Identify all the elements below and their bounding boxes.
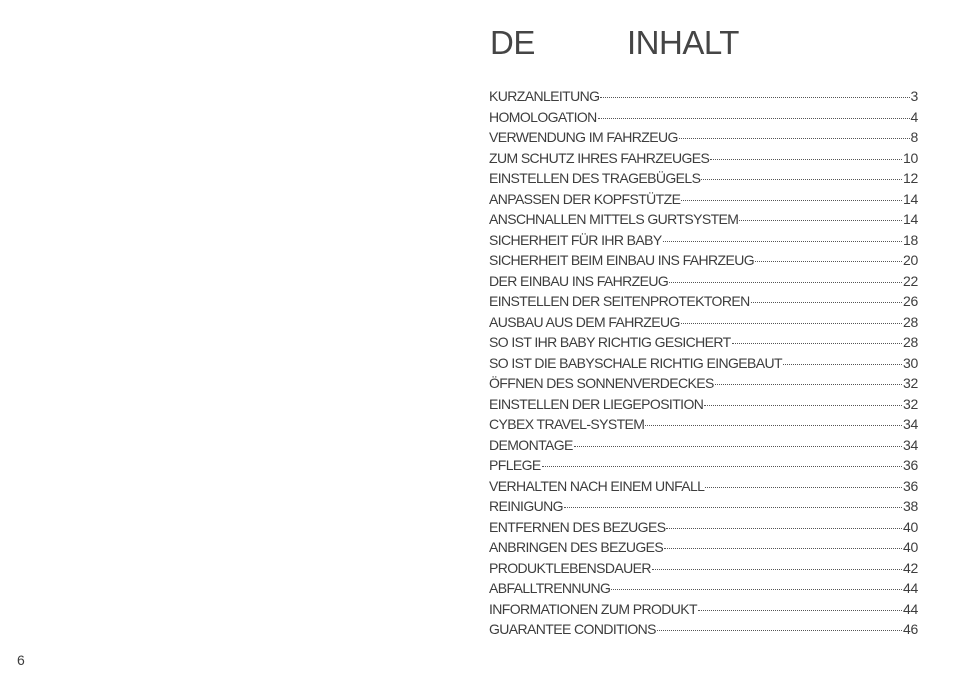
toc-entry-label: SICHERHEIT BEIM EINBAU INS FAHRZEUG [489,252,755,268]
toc-entry-label: ABFALLTRENNUNG [489,580,611,596]
toc-entry-page: 42 [903,559,918,576]
page-number: 6 [17,652,25,668]
toc-entry-page: 18 [903,231,918,248]
toc-entry[interactable] [489,332,918,353]
toc-dot-leader [652,569,902,570]
toc-entry[interactable] [489,148,918,169]
toc-entry-label: SO IST IHR BABY RICHTIG GESICHERT [489,334,731,350]
toc-entry-label: ANPASSEN DER KOPFSTÜTZE [489,190,681,207]
toc-entry[interactable] [489,127,918,148]
toc-dot-leader [698,610,902,611]
toc-entry-page: 26 [903,293,918,309]
toc-dot-leader [681,200,902,201]
toc-dot-leader [710,159,902,160]
toc-entry-page: 28 [903,334,918,350]
toc-entry-label: PRODUKTLEBENSDAUER [489,559,651,576]
toc-entry[interactable] [489,496,918,517]
toc-entry-page: 40 [903,518,918,535]
toc-entry-label: EINSTELLEN DER LIEGEPOSITION [489,395,704,412]
toc-entry-page: 20 [903,252,918,268]
toc-entry[interactable] [489,312,918,333]
toc-entry[interactable] [489,291,918,312]
toc-dot-leader [669,282,902,283]
toc-entry[interactable] [489,537,918,558]
toc-entry[interactable] [489,168,918,189]
toc-entry-label: VERWENDUNG IM FAHRZEUG [489,129,678,145]
toc-entry[interactable] [489,230,918,251]
toc-entry[interactable] [489,373,918,394]
toc-dot-leader [598,118,910,119]
toc-dot-leader [666,528,902,529]
toc-dot-leader [542,466,902,467]
toc-entry[interactable] [489,599,918,620]
toc-dot-leader [611,589,902,590]
toc-dot-leader [701,179,902,180]
toc-entry-label: HOMOLOGATION [489,108,597,125]
toc-entry[interactable] [489,414,918,435]
toc-entry-label: VERHALTEN NACH EINEM UNFALL [489,477,705,494]
toc-entry-page: 8 [910,129,918,145]
toc-entry[interactable] [489,107,918,128]
toc-entry-page: 44 [903,600,918,617]
toc-dot-leader [739,220,902,221]
toc-entry-label: KURZANLEITUNG [489,88,600,104]
toc-entry[interactable] [489,455,918,476]
toc-entry-label: GUARANTEE CONDITIONS [489,621,656,637]
toc-entry-page: 30 [903,354,918,371]
toc-entry-label: ANSCHNALLEN MITTELS GURTSYSTEM [489,211,739,227]
toc-entry-label: EINSTELLEN DES TRAGEBÜGELS [489,170,701,186]
toc-entry-label: ZUM SCHUTZ IHRES FAHRZEUGES [489,149,710,166]
toc-entry-page: 36 [903,457,918,473]
toc-dot-leader [679,138,910,139]
page-heading [490,24,930,64]
toc-entry-page: 38 [903,498,918,514]
toc-entry-page: 3 [910,88,918,104]
toc-entry-page: 46 [903,621,918,637]
toc-entry[interactable] [489,578,918,599]
toc-entry-label: CYBEX TRAVEL-SYSTEM [489,416,645,432]
toc-dot-leader [664,548,902,549]
toc-entry[interactable] [489,250,918,271]
toc-entry-label: ANBRINGEN DES BEZUGES [489,539,664,555]
toc-entry-page: 36 [903,477,918,494]
toc-entry-label: PFLEGE [489,457,541,473]
toc-entry-label: EINSTELLEN DER SEITENPROTEKTOREN [489,293,750,309]
toc-dot-leader [574,446,902,447]
toc-entry-label: ENTFERNEN DES BEZUGES [489,518,666,535]
toc-dot-leader [715,384,902,385]
toc-dot-leader [663,241,902,242]
toc-dot-leader [751,302,902,303]
toc-entry-page: 28 [903,313,918,330]
toc-dot-leader [783,364,902,365]
toc-entry[interactable] [489,558,918,579]
toc-entry-page: 32 [903,375,918,391]
toc-dot-leader [755,261,902,262]
toc-entry[interactable] [489,86,918,107]
toc-entry-page: 12 [903,170,918,186]
toc-entry-label: ÖFFNEN DES SONNENVERDECKES [489,375,714,391]
toc-entry-label: SO IST DIE BABYSCHALE RICHTIG EINGEBAUT [489,354,782,371]
toc-entry-label: DEMONTAGE [489,436,573,453]
toc-dot-leader [564,507,902,508]
page-title: INHALT [627,24,739,61]
toc-dot-leader [600,97,909,98]
toc-entry[interactable] [489,394,918,415]
toc-entry-label: AUSBAU AUS DEM FAHRZEUG [489,313,680,330]
toc-entry-page: 40 [903,539,918,555]
toc-dot-leader [705,487,902,488]
toc-entry[interactable] [489,476,918,497]
toc-entry-page: 22 [903,272,918,289]
toc-entry-page: 34 [903,416,918,432]
toc-entry-page: 44 [903,580,918,596]
toc-dot-leader [681,323,902,324]
toc-entry-page: 4 [910,108,918,125]
toc-entry-label: REINIGUNG [489,498,563,514]
toc-entry[interactable] [489,435,918,456]
toc-entry[interactable] [489,517,918,538]
toc-entry-label: INFORMATIONEN ZUM PRODUKT [489,600,697,617]
toc-entry[interactable] [489,189,918,210]
toc-entry[interactable] [489,619,918,640]
toc-entry-page: 14 [903,211,918,227]
toc-dot-leader [704,405,902,406]
table-of-contents [489,86,918,640]
toc-entry-page: 10 [903,149,918,166]
language-code: DE [490,24,535,61]
toc-dot-leader [732,343,902,344]
toc-entry-page: 34 [903,436,918,453]
toc-entry[interactable] [489,353,918,374]
toc-entry[interactable] [489,271,918,292]
toc-entry-label: DER EINBAU INS FAHRZEUG [489,272,669,289]
toc-dot-leader [657,630,902,631]
toc-entry-label: SICHERHEIT FÜR IHR BABY [489,231,662,248]
toc-entry[interactable] [489,209,918,230]
toc-entry-page: 14 [903,190,918,207]
toc-dot-leader [645,425,902,426]
toc-entry-page: 32 [903,395,918,412]
